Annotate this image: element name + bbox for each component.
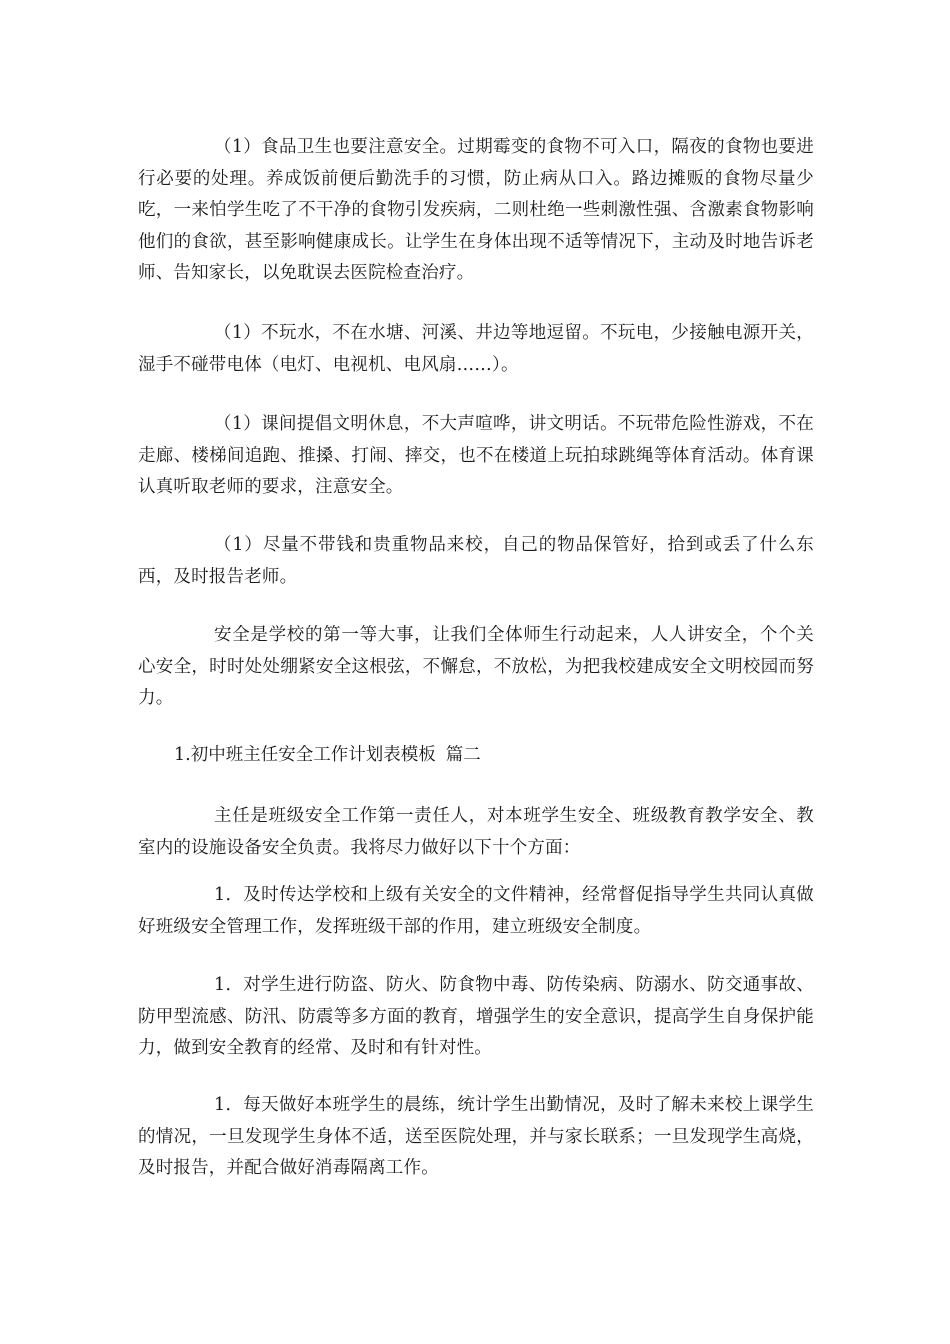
- section-heading-title: 1.初中班主任安全工作计划表模板: [174, 745, 436, 765]
- paragraph-item-attendance: 1．每天做好本班学生的晨练，统计学生出勤情况，及时了解未来校上课学生的情况，一旦发现学生身体不适，送至医院处理，并与家长联系；一旦发现学生高烧，及时报告，并配合做好消毒隔离工作。: [138, 1095, 814, 1178]
- paragraph-teacher-responsibility: 主任是班级安全工作第一责任人，对本班学生安全、班级教育教学安全、教室内的设施设备安全负责。我将尽力做好以下十个方面：: [138, 806, 814, 858]
- paragraph-item-education: 1．对学生进行防盗、防火、防食物中毒、防传染病、防溺水、防交通事故、防甲型流感、防汛、防震等多方面的教育，增强学生的安全意识，提高学生自身保护能力，做到安全教育的经常、及时和有针对性。: [138, 975, 814, 1058]
- paragraph-water-electric-safety: （1）不玩水，不在水塘、河溪、井边等地逗留。不玩电，少接触电源开关，湿手不碰带电体（电灯、电视机、电风扇……）。: [138, 323, 814, 375]
- paragraph-valuables: （1）尽量不带钱和贵重物品来校，自己的物品保管好，拾到或丢了什么东西，及时报告老师。: [138, 535, 814, 587]
- paragraph-recess-safety: （1）课间提倡文明休息，不大声喧哗，讲文明话。不玩带危险性游戏，不在走廊、楼梯间追跑、推搡、打闹、摔交，也不在楼道上玩拍球跳绳等体育活动。体育课认真听取老师的要求，注意安全。: [138, 414, 814, 497]
- paragraph-food-safety: （1）食品卫生也要注意安全。过期霉变的食物不可入口，隔夜的食物也要进行必要的处理。养成饭前便后勤洗手的习惯，防止病从口入。路边摊贩的食物尽量少吃，一来怕学生吃了不干净的食物引发疾病，二则杜绝一些刺激性强、含激素食物影响他们的食欲，甚至影响健康成长。让学生在身体出现不适等情况下，主动及时地告诉老师、告知家长，以免耽误去医院检查治疗。: [138, 137, 814, 283]
- section-heading-suffix: 篇二: [445, 745, 481, 765]
- paragraph-safety-summary: 安全是学校的第一等大事，让我们全体师生行动起来，人人讲安全，个个关心安全，时时处处绷紧安全这根弦，不懈怠，不放松，为把我校建成安全文明校园而努力。: [138, 625, 814, 708]
- paragraph-item-policy: 1．及时传达学校和上级有关安全的文件精神，经常督促指导学生共同认真做好班级安全管理工作，发挥班级干部的作用，建立班级安全制度。: [138, 885, 814, 937]
- section-heading: [174, 740, 814, 772]
